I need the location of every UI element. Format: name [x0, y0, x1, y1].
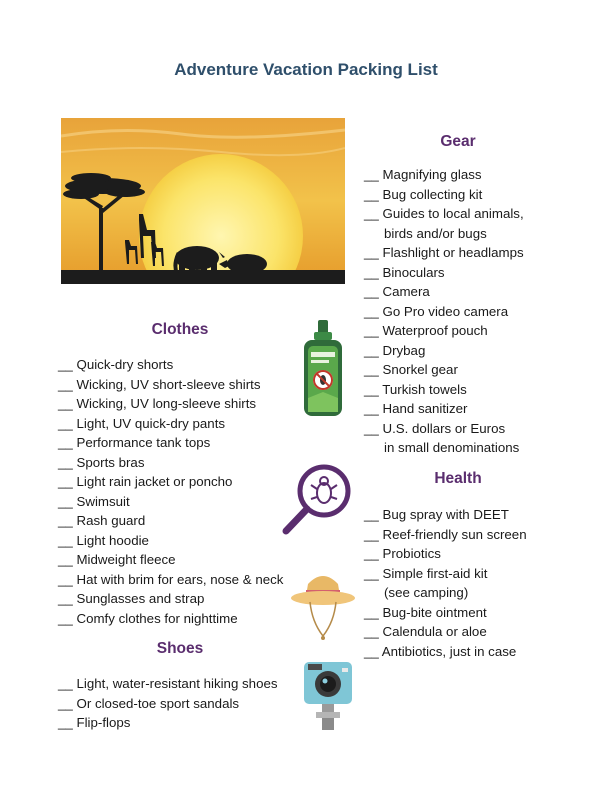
list-item: __ U.S. dollars or Euros: [364, 420, 506, 436]
list-item: __ Magnifying glass: [364, 167, 482, 182]
list-item: __ Antibiotics, just in case: [364, 643, 517, 659]
list-item: __ Probiotics: [364, 546, 441, 561]
list-item: __ Quick-dry shorts: [58, 357, 174, 372]
list-item: __ Calendula or aloe: [364, 624, 487, 639]
list-item-text: birds and/or bugs: [384, 225, 487, 241]
list-item: __ Bug spray with DEET: [364, 507, 509, 522]
list-item-continuation: [364, 224, 524, 244]
list-item: __ Comfy clothes for nighttime: [58, 610, 238, 626]
list-item: __ Sunglasses and strap: [58, 591, 205, 606]
list-item: __ Wicking, UV long-sleeve shirts: [58, 396, 257, 411]
list-item: __ Simple first-aid kit: [364, 565, 488, 581]
list-item: __ Light rain jacket or poncho: [58, 474, 233, 489]
list-item: __ Camera: [364, 284, 430, 299]
list-item: __ Guides to local animals,: [364, 206, 524, 221]
list-item-text: in small denominations: [384, 440, 520, 455]
list-item: __ Waterproof pouch: [364, 323, 488, 338]
shoes-list: [58, 674, 278, 733]
list-item: __ Flip-flops: [58, 715, 131, 730]
section-heading-clothes: Clothes: [151, 321, 209, 338]
list-item: __ Hand sanitizer: [364, 401, 468, 416]
list-item: __ Sports bras: [58, 454, 145, 470]
list-item: __ Light, water-resistant hiking shoes: [58, 676, 278, 691]
clothes-list: [58, 355, 283, 628]
list-item: __ Light hoodie: [58, 532, 149, 548]
sun-hat-icon: [290, 570, 356, 644]
list-item: __ Go Pro video camera: [364, 303, 509, 319]
list-item: __ Midweight fleece: [58, 552, 176, 567]
list-item: __ Bug collecting kit: [364, 186, 483, 202]
list-item: __ Or closed-toe sport sandals: [58, 695, 240, 711]
health-list: [364, 505, 527, 661]
section-heading-health: Health: [434, 470, 482, 487]
list-item: __ Bug-bite ointment: [364, 604, 487, 620]
camera-icon: [302, 660, 354, 732]
page-title: Adventure Vacation Packing List: [174, 60, 438, 79]
list-item: __ Drybag: [364, 342, 426, 358]
list-item: __ Reef-friendly sun screen: [364, 526, 527, 542]
bug-spray-icon: [300, 320, 346, 418]
list-item-text: (see camping): [384, 585, 469, 600]
list-item-continuation: [364, 583, 527, 603]
magnifying-glass-icon: [282, 463, 352, 537]
safari-sunset-illustration: [61, 118, 345, 284]
list-item: __ Turkish towels: [364, 381, 467, 397]
list-item: __ Wicking, UV short-sleeve shirts: [58, 376, 261, 392]
list-item: __ Snorkel gear: [364, 362, 458, 377]
section-heading-gear: Gear: [440, 133, 476, 150]
gear-list: [364, 165, 524, 458]
list-item: __ Light, UV quick-dry pants: [58, 415, 226, 431]
list-item: __ Binoculars: [364, 264, 445, 280]
list-item-continuation: [364, 438, 524, 458]
list-item: __ Swimsuit: [58, 493, 130, 509]
list-item: __ Performance tank tops: [58, 435, 211, 450]
list-item: __ Flashlight or headlamps: [364, 245, 524, 260]
section-heading-shoes: Shoes: [156, 640, 204, 657]
list-item: __ Hat with brim for ears, nose & neck: [58, 571, 284, 587]
list-item: __ Rash guard: [58, 513, 146, 528]
